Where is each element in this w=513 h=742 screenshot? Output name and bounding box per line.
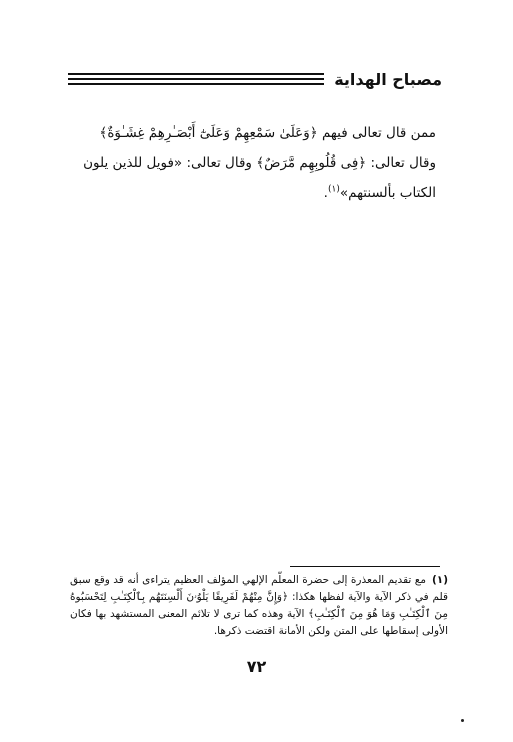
running-header	[68, 68, 442, 90]
page-number: ٧٢	[246, 657, 267, 676]
header-rule	[68, 73, 324, 85]
scan-speck	[461, 719, 464, 722]
header-title: مصباح الهداية	[334, 69, 442, 89]
footnote	[70, 572, 448, 640]
footnote-text: مع تقديم المعذرة إلى حضرة المعلّم الإلهي المؤلف العظيم يتراءى أنه قد وقع سبق قلم في ذكر الآية والآية لفظها هكذا: ﴿وَإِنَّ مِنْهُمْ لَفَرِيقًا يَلْوُۥنَ أَلْسِنَتَهُم بِٱلْكِتَـٰبِ لِتَحْسَبُوهُ مِنَ ٱلْكِتَـٰبِ وَمَا هُوَ مِنَ ٱلْكِتَـٰبِ﴾ الآية وهذه كما ترى لا تلائم المعنى المستشهد بها فكان الأولى إسقاطها على المتن ولكن الأمانة اقتضت ذكرها.	[70, 574, 448, 637]
body-text-2: وقال تعالى:	[366, 155, 436, 171]
footnote-separator	[290, 566, 440, 567]
body-text-3: وقال تعالى: «فويل للذين يلون الكتاب بألسنتهم»	[83, 155, 436, 201]
body-text-1: ممن قال تعالى فيهم	[317, 125, 436, 141]
quran-quote-1: ﴿وَعَلَىٰ سَمْعِهِمْ وَعَلَىٰٓ أَبْصَـٰرِهِمْ غِشَـٰوَةٌ﴾	[99, 125, 318, 141]
quran-quote-2: ﴿فِى قُلُوبِهِم مَّرَضٌ﴾	[256, 155, 367, 171]
body-text-end: .	[323, 185, 328, 201]
body-paragraph	[80, 118, 436, 208]
footnote-reference[interactable]: (١)	[327, 184, 340, 195]
footnote-number: (١)	[431, 574, 448, 586]
